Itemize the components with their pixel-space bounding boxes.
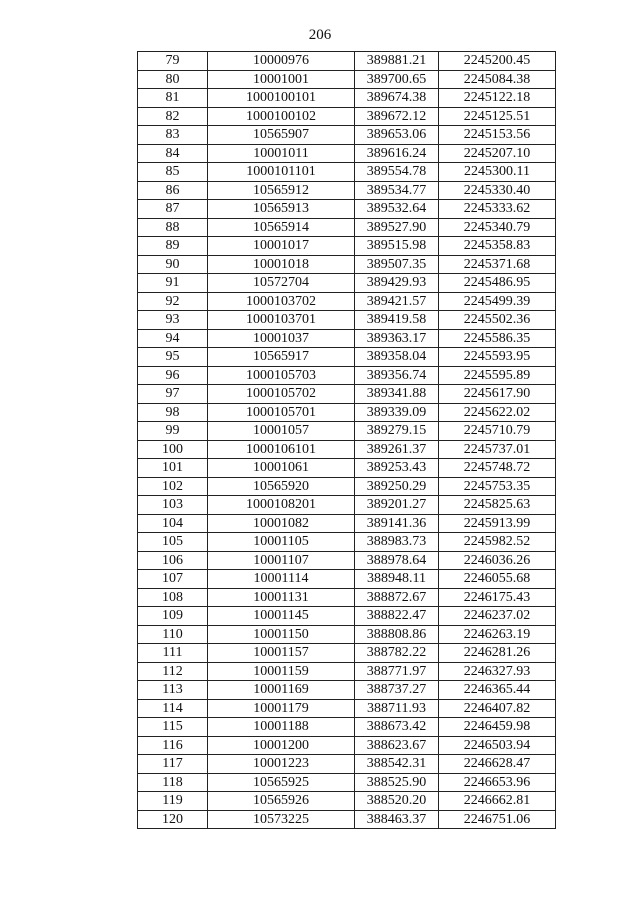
point-number-cell: 102 (138, 477, 208, 496)
table-row (138, 496, 556, 515)
x-coordinate-cell: 389881.21 (355, 52, 439, 71)
table-row (138, 551, 556, 570)
x-coordinate-cell: 389250.29 (355, 477, 439, 496)
point-number-cell: 118 (138, 773, 208, 792)
point-number-cell: 97 (138, 385, 208, 404)
table-row (138, 274, 556, 293)
x-coordinate-cell: 388673.42 (355, 718, 439, 737)
x-coordinate-cell: 389358.04 (355, 348, 439, 367)
point-id-cell: 10572704 (208, 274, 355, 293)
x-coordinate-cell: 389515.98 (355, 237, 439, 256)
point-number-cell: 87 (138, 200, 208, 219)
table-row (138, 403, 556, 422)
table-row (138, 52, 556, 71)
y-coordinate-cell: 2245207.10 (439, 144, 556, 163)
table-row (138, 311, 556, 330)
x-coordinate-cell: 389429.93 (355, 274, 439, 293)
point-number-cell: 95 (138, 348, 208, 367)
table-row (138, 329, 556, 348)
point-id-cell: 1000100101 (208, 89, 355, 108)
y-coordinate-cell: 2245125.51 (439, 107, 556, 126)
x-coordinate-cell: 389341.88 (355, 385, 439, 404)
x-coordinate-cell: 388872.67 (355, 588, 439, 607)
point-number-cell: 100 (138, 440, 208, 459)
point-id-cell: 1000106101 (208, 440, 355, 459)
y-coordinate-cell: 2246628.47 (439, 755, 556, 774)
y-coordinate-cell: 2246751.06 (439, 810, 556, 829)
y-coordinate-cell: 2245913.99 (439, 514, 556, 533)
point-number-cell: 113 (138, 681, 208, 700)
point-number-cell: 99 (138, 422, 208, 441)
table-row (138, 126, 556, 145)
point-number-cell: 103 (138, 496, 208, 515)
table-row (138, 755, 556, 774)
point-id-cell: 10001114 (208, 570, 355, 589)
point-id-cell: 10565912 (208, 181, 355, 200)
x-coordinate-cell: 389141.36 (355, 514, 439, 533)
y-coordinate-cell: 2246281.26 (439, 644, 556, 663)
point-number-cell: 108 (138, 588, 208, 607)
point-number-cell: 112 (138, 662, 208, 681)
x-coordinate-cell: 389253.43 (355, 459, 439, 478)
table-row (138, 255, 556, 274)
point-number-cell: 93 (138, 311, 208, 330)
x-coordinate-cell: 388782.22 (355, 644, 439, 663)
point-id-cell: 1000105702 (208, 385, 355, 404)
point-number-cell: 91 (138, 274, 208, 293)
x-coordinate-cell: 389616.24 (355, 144, 439, 163)
y-coordinate-cell: 2245200.45 (439, 52, 556, 71)
point-number-cell: 85 (138, 163, 208, 182)
y-coordinate-cell: 2246662.81 (439, 792, 556, 811)
y-coordinate-cell: 2246365.44 (439, 681, 556, 700)
x-coordinate-cell: 388711.93 (355, 699, 439, 718)
point-number-cell: 96 (138, 366, 208, 385)
point-id-cell: 10001150 (208, 625, 355, 644)
table-row (138, 348, 556, 367)
point-number-cell: 117 (138, 755, 208, 774)
x-coordinate-cell: 389527.90 (355, 218, 439, 237)
y-coordinate-cell: 2246327.93 (439, 662, 556, 681)
x-coordinate-cell: 389419.58 (355, 311, 439, 330)
point-number-cell: 107 (138, 570, 208, 589)
point-id-cell: 10001188 (208, 718, 355, 737)
y-coordinate-cell: 2245486.95 (439, 274, 556, 293)
point-number-cell: 104 (138, 514, 208, 533)
point-id-cell: 10001179 (208, 699, 355, 718)
point-number-cell: 92 (138, 292, 208, 311)
x-coordinate-cell: 388771.97 (355, 662, 439, 681)
table-row (138, 181, 556, 200)
y-coordinate-cell: 2245499.39 (439, 292, 556, 311)
x-coordinate-cell: 389421.57 (355, 292, 439, 311)
point-number-cell: 106 (138, 551, 208, 570)
x-coordinate-cell: 389672.12 (355, 107, 439, 126)
table-row (138, 625, 556, 644)
point-number-cell: 111 (138, 644, 208, 663)
coordinates-table-body (138, 52, 556, 829)
point-number-cell: 80 (138, 70, 208, 89)
point-id-cell: 1000108201 (208, 496, 355, 515)
table-row (138, 570, 556, 589)
x-coordinate-cell: 389700.65 (355, 70, 439, 89)
table-row (138, 144, 556, 163)
table-row (138, 422, 556, 441)
point-number-cell: 82 (138, 107, 208, 126)
point-number-cell: 105 (138, 533, 208, 552)
y-coordinate-cell: 2245593.95 (439, 348, 556, 367)
table-row (138, 459, 556, 478)
point-id-cell: 10001061 (208, 459, 355, 478)
point-number-cell: 94 (138, 329, 208, 348)
table-row (138, 810, 556, 829)
point-number-cell: 115 (138, 718, 208, 737)
point-id-cell: 10001107 (208, 551, 355, 570)
point-number-cell: 116 (138, 736, 208, 755)
point-number-cell: 110 (138, 625, 208, 644)
y-coordinate-cell: 2245358.83 (439, 237, 556, 256)
point-number-cell: 114 (138, 699, 208, 718)
x-coordinate-cell: 388808.86 (355, 625, 439, 644)
table-row (138, 477, 556, 496)
x-coordinate-cell: 389356.74 (355, 366, 439, 385)
point-id-cell: 1000105701 (208, 403, 355, 422)
y-coordinate-cell: 2245340.79 (439, 218, 556, 237)
table-row (138, 533, 556, 552)
y-coordinate-cell: 2245753.35 (439, 477, 556, 496)
point-number-cell: 89 (138, 237, 208, 256)
table-row (138, 514, 556, 533)
y-coordinate-cell: 2245622.02 (439, 403, 556, 422)
point-id-cell: 1000105703 (208, 366, 355, 385)
point-id-cell: 10001057 (208, 422, 355, 441)
point-id-cell: 10001145 (208, 607, 355, 626)
y-coordinate-cell: 2246237.02 (439, 607, 556, 626)
y-coordinate-cell: 2246036.26 (439, 551, 556, 570)
table-row (138, 385, 556, 404)
y-coordinate-cell: 2245371.68 (439, 255, 556, 274)
y-coordinate-cell: 2245825.63 (439, 496, 556, 515)
table-row (138, 292, 556, 311)
point-number-cell: 88 (138, 218, 208, 237)
point-number-cell: 120 (138, 810, 208, 829)
table-row (138, 163, 556, 182)
table-row (138, 607, 556, 626)
y-coordinate-cell: 2245737.01 (439, 440, 556, 459)
table-row (138, 773, 556, 792)
y-coordinate-cell: 2246055.68 (439, 570, 556, 589)
y-coordinate-cell: 2245982.52 (439, 533, 556, 552)
x-coordinate-cell: 388822.47 (355, 607, 439, 626)
y-coordinate-cell: 2246263.19 (439, 625, 556, 644)
point-id-cell: 10001223 (208, 755, 355, 774)
x-coordinate-cell: 389339.09 (355, 403, 439, 422)
point-number-cell: 86 (138, 181, 208, 200)
x-coordinate-cell: 389554.78 (355, 163, 439, 182)
x-coordinate-cell: 388525.90 (355, 773, 439, 792)
y-coordinate-cell: 2246503.94 (439, 736, 556, 755)
y-coordinate-cell: 2245122.18 (439, 89, 556, 108)
point-number-cell: 84 (138, 144, 208, 163)
point-id-cell: 10565917 (208, 348, 355, 367)
table-row (138, 736, 556, 755)
point-number-cell: 119 (138, 792, 208, 811)
point-id-cell: 10565920 (208, 477, 355, 496)
x-coordinate-cell: 388520.20 (355, 792, 439, 811)
point-id-cell: 10001018 (208, 255, 355, 274)
y-coordinate-cell: 2246653.96 (439, 773, 556, 792)
x-coordinate-cell: 389279.15 (355, 422, 439, 441)
table-row (138, 718, 556, 737)
y-coordinate-cell: 2245330.40 (439, 181, 556, 200)
point-id-cell: 1000103702 (208, 292, 355, 311)
page-number: 206 (308, 27, 332, 43)
point-number-cell: 79 (138, 52, 208, 71)
coordinates-table (137, 51, 556, 829)
point-id-cell: 10000976 (208, 52, 355, 71)
point-id-cell: 10001200 (208, 736, 355, 755)
x-coordinate-cell: 389261.37 (355, 440, 439, 459)
y-coordinate-cell: 2245710.79 (439, 422, 556, 441)
table-row (138, 70, 556, 89)
x-coordinate-cell: 389363.17 (355, 329, 439, 348)
point-id-cell: 10001017 (208, 237, 355, 256)
table-row (138, 89, 556, 108)
table-row (138, 588, 556, 607)
x-coordinate-cell: 389201.27 (355, 496, 439, 515)
point-number-cell: 83 (138, 126, 208, 145)
table-row (138, 440, 556, 459)
x-coordinate-cell: 388542.31 (355, 755, 439, 774)
table-row (138, 237, 556, 256)
point-id-cell: 10001037 (208, 329, 355, 348)
point-id-cell: 10001105 (208, 533, 355, 552)
y-coordinate-cell: 2246175.43 (439, 588, 556, 607)
point-id-cell: 10001001 (208, 70, 355, 89)
point-id-cell: 10001157 (208, 644, 355, 663)
y-coordinate-cell: 2245502.36 (439, 311, 556, 330)
point-id-cell: 1000101101 (208, 163, 355, 182)
point-number-cell: 98 (138, 403, 208, 422)
x-coordinate-cell: 388978.64 (355, 551, 439, 570)
y-coordinate-cell: 2246407.82 (439, 699, 556, 718)
table-row (138, 681, 556, 700)
point-id-cell: 10565925 (208, 773, 355, 792)
x-coordinate-cell: 389534.77 (355, 181, 439, 200)
x-coordinate-cell: 389532.64 (355, 200, 439, 219)
x-coordinate-cell: 388463.37 (355, 810, 439, 829)
x-coordinate-cell: 388948.11 (355, 570, 439, 589)
x-coordinate-cell: 389674.38 (355, 89, 439, 108)
y-coordinate-cell: 2245084.38 (439, 70, 556, 89)
point-id-cell: 10573225 (208, 810, 355, 829)
x-coordinate-cell: 388983.73 (355, 533, 439, 552)
point-number-cell: 101 (138, 459, 208, 478)
point-id-cell: 10001131 (208, 588, 355, 607)
table-row (138, 662, 556, 681)
table-row (138, 699, 556, 718)
point-id-cell: 10001159 (208, 662, 355, 681)
x-coordinate-cell: 389507.35 (355, 255, 439, 274)
point-id-cell: 10001169 (208, 681, 355, 700)
point-id-cell: 1000103701 (208, 311, 355, 330)
y-coordinate-cell: 2245153.56 (439, 126, 556, 145)
point-id-cell: 10001011 (208, 144, 355, 163)
table-row (138, 792, 556, 811)
x-coordinate-cell: 388737.27 (355, 681, 439, 700)
y-coordinate-cell: 2245617.90 (439, 385, 556, 404)
y-coordinate-cell: 2245333.62 (439, 200, 556, 219)
table-row (138, 218, 556, 237)
point-id-cell: 10565926 (208, 792, 355, 811)
point-id-cell: 10565914 (208, 218, 355, 237)
table-row (138, 200, 556, 219)
y-coordinate-cell: 2245300.11 (439, 163, 556, 182)
y-coordinate-cell: 2245748.72 (439, 459, 556, 478)
y-coordinate-cell: 2245595.89 (439, 366, 556, 385)
table-row (138, 107, 556, 126)
y-coordinate-cell: 2245586.35 (439, 329, 556, 348)
x-coordinate-cell: 388623.67 (355, 736, 439, 755)
x-coordinate-cell: 389653.06 (355, 126, 439, 145)
point-number-cell: 109 (138, 607, 208, 626)
point-id-cell: 10565913 (208, 200, 355, 219)
point-number-cell: 90 (138, 255, 208, 274)
table-row (138, 366, 556, 385)
point-id-cell: 10001082 (208, 514, 355, 533)
y-coordinate-cell: 2246459.98 (439, 718, 556, 737)
point-id-cell: 10565907 (208, 126, 355, 145)
point-number-cell: 81 (138, 89, 208, 108)
table-row (138, 644, 556, 663)
point-id-cell: 1000100102 (208, 107, 355, 126)
